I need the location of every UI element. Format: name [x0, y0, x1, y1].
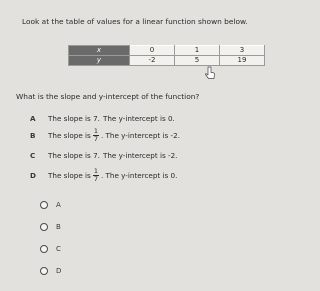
answer-option-c[interactable]	[40, 245, 61, 253]
choice-text: The slope is	[48, 131, 91, 140]
choice-letter: B	[30, 131, 36, 140]
option-label: B	[56, 223, 61, 231]
mouse-cursor-icon	[205, 66, 217, 80]
radio-button[interactable]	[40, 245, 48, 253]
table-cell: 5	[175, 56, 220, 66]
question-text: Look at the table of values for a linear function shown below.	[22, 17, 248, 26]
fraction	[93, 128, 99, 143]
option-label: A	[56, 201, 61, 209]
radio-button[interactable]	[40, 223, 48, 231]
choice-text: . The y-intercept is -2.	[100, 131, 181, 140]
table-row-y	[69, 56, 265, 66]
choice-letter: D	[30, 171, 36, 180]
radio-button[interactable]	[40, 267, 48, 275]
fraction-denominator: 7	[93, 135, 98, 143]
table-cell: -2	[130, 56, 175, 66]
choice-a	[30, 114, 175, 123]
choice-text: The y-intercept is -2.	[102, 151, 178, 160]
choice-text: The slope is	[48, 171, 91, 180]
choice-text: The y-intercept is 0.	[102, 114, 175, 123]
answer-option-d[interactable]	[40, 267, 61, 275]
choice-letter: C	[30, 151, 36, 160]
table-cell: 1	[175, 46, 220, 56]
choice-text: The slope is 7.	[48, 151, 100, 160]
option-label: C	[56, 245, 61, 253]
table-header-y: y	[69, 56, 130, 66]
choice-b	[30, 128, 180, 143]
values-table	[68, 45, 265, 66]
table-cell: 0	[130, 46, 175, 56]
choice-letter: A	[30, 114, 36, 123]
fraction-numerator: 1	[93, 167, 98, 175]
option-label: D	[56, 267, 62, 275]
fraction-numerator: 1	[93, 127, 98, 135]
table-cell: 3	[220, 46, 265, 56]
answer-option-a[interactable]	[40, 201, 61, 209]
table-header-x: x	[69, 46, 130, 56]
choice-d	[30, 168, 177, 183]
radio-button[interactable]	[40, 201, 48, 209]
fraction-denominator: 7	[93, 175, 98, 183]
choice-text: The slope is 7.	[48, 114, 100, 123]
fraction	[93, 168, 99, 183]
prompt-text: What is the slope and y-intercept of the function?	[16, 92, 200, 101]
table-cell: 19	[220, 56, 265, 66]
choice-text: . The y-intercept is 0.	[100, 171, 178, 180]
answer-option-b[interactable]	[40, 223, 61, 231]
choice-c	[30, 151, 177, 160]
table-row-x	[69, 46, 265, 56]
